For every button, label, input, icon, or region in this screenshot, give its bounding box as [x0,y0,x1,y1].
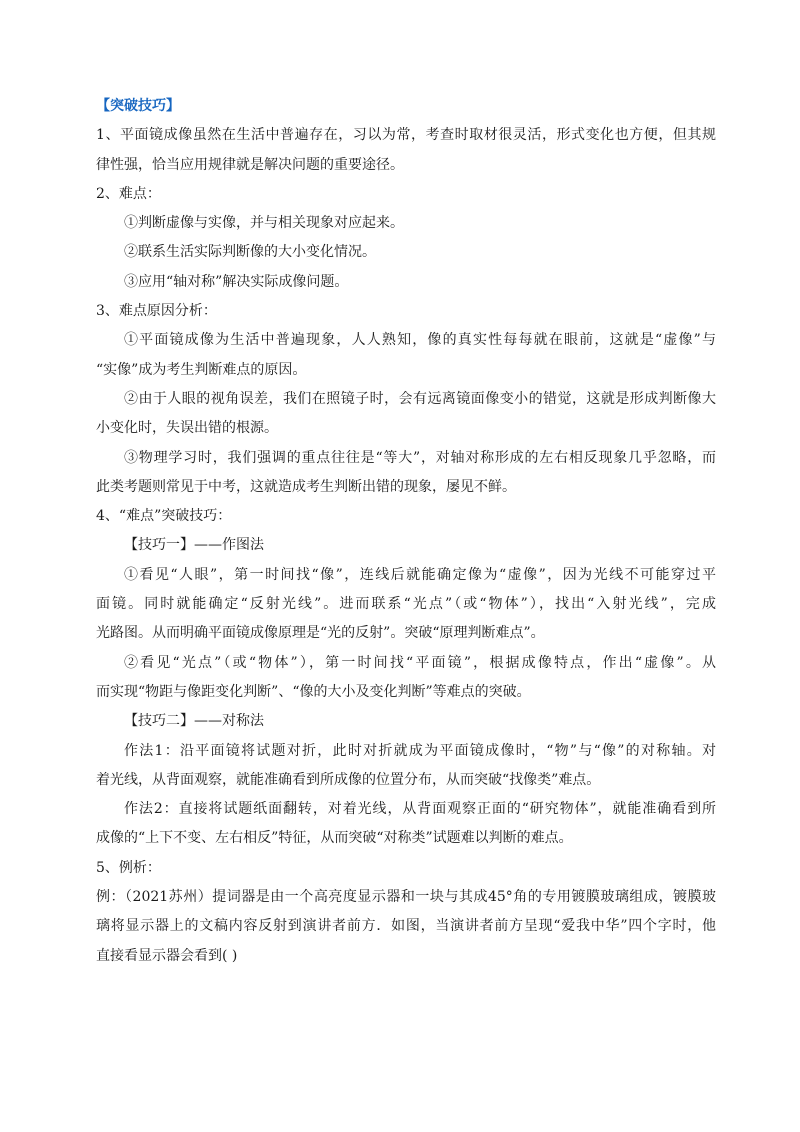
text-line: 此类考题则常见于中考，这就造成考生判断出错的现象，屡见不鲜。 [96,478,516,495]
text-line: ②看见“光点”（或“物体”），第一时间找“平面镜”，根据成像特点，作出“虚像”。从 [124,654,716,671]
text-line: ①平面镜成像为生活中普遍现象，人人熟知，像的真实性每每就在眼前，这就是“虚像”与 [124,332,716,349]
text-line: ①看见“人眼”，第一时间找“像”，连线后就能确定像为“虚像”，因为光线不可能穿过平 [124,566,716,583]
text-line: 璃将显示器上的文稿内容反射到演讲者前方．如图，当演讲者前方呈现“爱我中华”四个字时，他 [96,918,716,935]
document-page [96,92,716,971]
text-line: ③物理学习时，我们强调的重点往往是“等大”，对轴对称形成的左右相反现象几乎忽略，而 [124,449,716,466]
text-line: 律性强，恰当应用规律就是解决问题的重要途径。 [96,156,404,173]
text-line: 作法2：直接将试题纸面翻转，对着光线，从背面观察正面的“研究物体”，就能准确看到所 [124,801,716,818]
text-line: 5、例析： [96,859,161,876]
text-line: 直接看显示器会看到( ) [96,947,238,964]
text-line: “实像”成为考生判断难点的原因。 [96,361,307,378]
text-line: ②联系生活实际判断像的大小变化情况。 [124,244,376,261]
text-line: 着光线，从背面观察，就能准确看到所成像的位置分布，从而突破“找像类”难点。 [96,771,601,788]
section-heading: 【突破技巧】 [96,98,180,114]
text-line: 4、“难点”突破技巧： [96,508,232,525]
text-line: 【技巧一】——作图法 [124,537,264,554]
text-line: 小变化时，失误出错的根源。 [96,420,278,437]
text-line: 面镜。同时就能确定“反射光线”。进而联系“光点”（或“物体”），找出“入射光线”，完成 [96,596,716,613]
text-line: ③应用“轴对称”解决实际成像问题。 [124,273,349,290]
text-line: 例：（2021苏州）提词器是由一个高亮度显示器和一块与其成45°角的专用镀膜玻璃组成，镀膜玻 [96,889,716,906]
text-line: 【技巧二】——对称法 [124,713,264,730]
text-line: 1、平面镜成像虽然在生活中普遍存在，习以为常，考查时取材很灵活，形式变化也方便，但其规 [96,127,716,144]
text-line: 作法1：沿平面镜将试题对折，此时对折就成为平面镜成像时，“物”与“像”的对称轴。对 [124,742,716,759]
text-line: 光路图。从而明确平面镜成像原理是“光的反射”。突破“原理判断难点”。 [96,625,545,642]
text-line: 而实现“物距与像距变化判断”、“像的大小及变化判断”等难点的突破。 [96,683,531,700]
text-line: 2、难点： [96,185,161,202]
text-line: 3、难点原因分析： [96,303,217,320]
text-line: 成像的“上下不变、左右相反”特征，从而突破“对称类”试题难以判断的难点。 [96,830,573,847]
text-line: ②由于人眼的视角误差，我们在照镜子时，会有远离镜面像变小的错觉，这就是形成判断像大 [124,390,716,407]
text-line: ①判断虚像与实像，并与相关现象对应起来。 [124,215,404,232]
